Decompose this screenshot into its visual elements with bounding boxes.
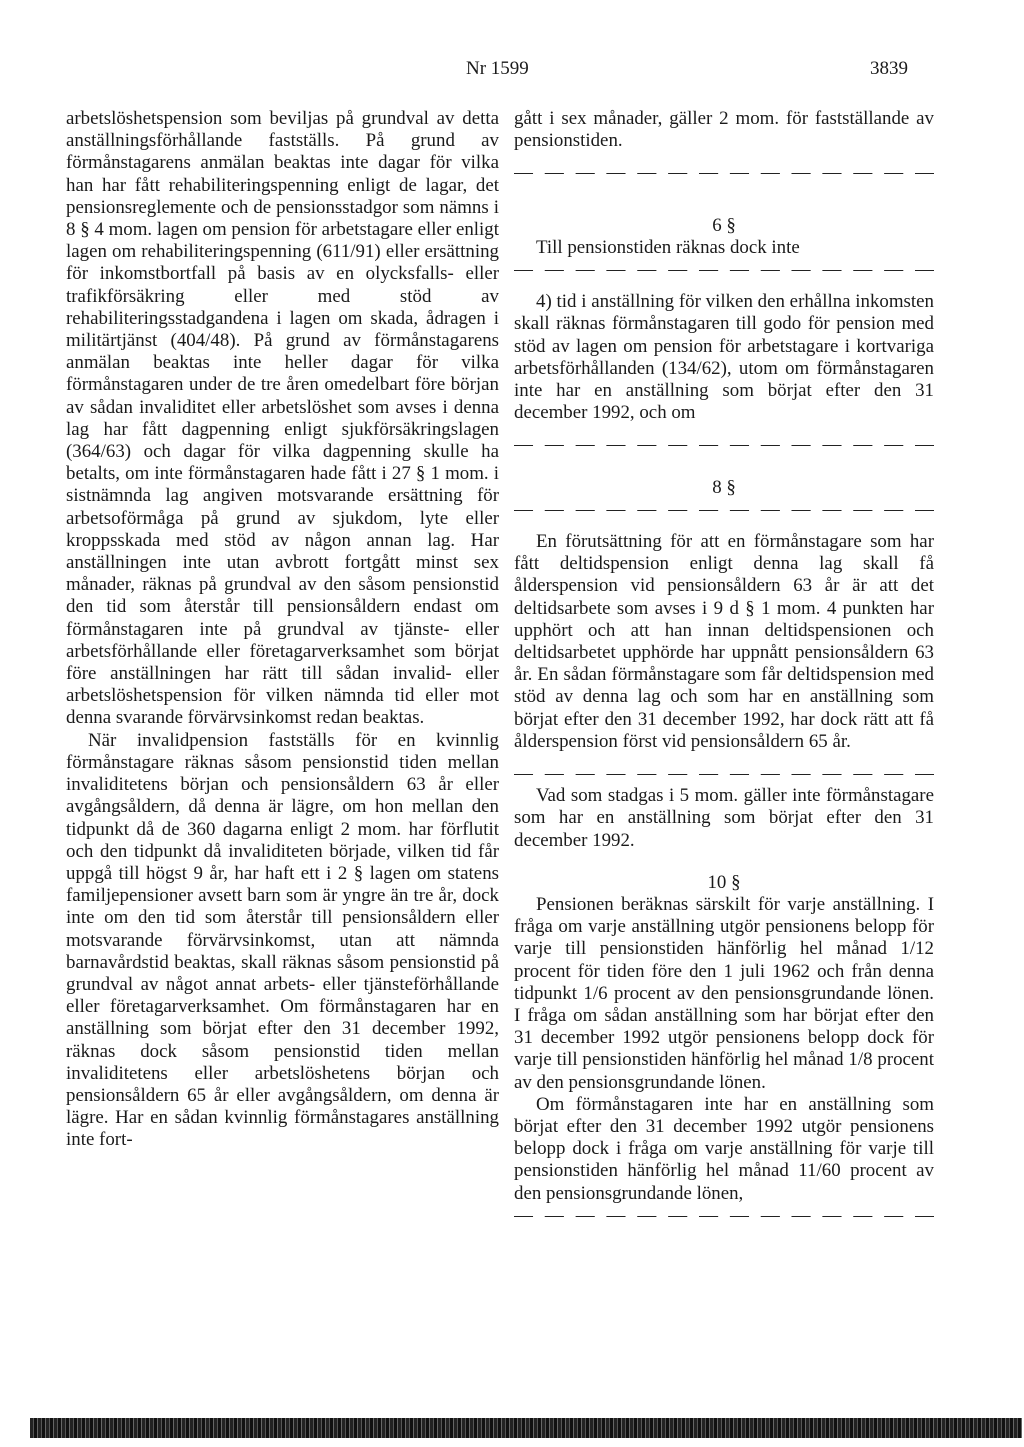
omission-dashes: — — — — — — — — — — — — — — <box>514 434 934 456</box>
omission-dashes: — — — — — — — — — — — — — — <box>514 259 934 280</box>
section-10-heading: 10 § <box>707 871 741 893</box>
section-10-paragraph-2: Om förmånstagaren inte har en anställning som börjat efter den 31 december 1992 utgör pensionens belopp dock i fråga om varje anställning för varje till pensionstiden hänförlig hel månad 11/60 procent av den pensionsgrundande lönen, <box>514 1093 934 1204</box>
paragraph-pension-basis: arbetslöshetspension som beviljas på grundval av detta anställningsförhållande fastställs. På grund av förmånstagarens anmälan beaktas inte dagar för vilka han har fått rehabiliteringspenning enligt de lagar, det pensionsreglemente och de pensionsstadgor som nämns i 8 § 4 mom. lagen om pension för arbetstagare eller enligt lagen om rehabiliteringspenning (611/91) eller ersättning för inkomstbortfall på basis av en olycksfalls- eller trafikförsäkring eller med stöd av rehabiliteringsstadgandena i lagen om skada, ådragen i militärtjänst (404/48). På grund av förmånstagarens anmälan beaktas inte heller dagar för vilka förmånstagaren under de tre åren omedelbart före början av sådan invaliditet eller arbetslöshet som avses i denna lag har fått dagpenning enligt sjukförsäkringslagen (364/63) och dagar för vilka dagpenning skulle ha betalts, om inte förmånstagaren hade fått i 27 § 1 mom. i sistnämnda lag angiven motsvarande ersättning för arbetsoförmåga på grund av sjukdom, lyte eller kroppsskada med stöd av någon annan lag. Har anställningen inte utan avbrott fortgått minst sex månader, räknas på grundval av den såsom pensionstid den tid som återstår till pensionsåldern endast om förmånstagaren inte på grundval av tjänste- eller arbetsförhållande eller företagarverksamhet som börjat före anställningen har rätt till sådan invalid- eller arbetslöshetspension för vilken nämnda tid eller mot denna svarande förvärvsinkomst redan beaktas. <box>66 108 499 729</box>
scan-edge-bar <box>30 1418 1022 1438</box>
section-8-paragraph-1: En förutsättning för att en förmånstagare som har fått deltidspension enligt denna lag skall få ålderspension vid pensionsåldern 63 år är att det deltidsarbete som avses i 9 d § 1 mom. 4 punkten har upphört och att han innan deltidspensionen och deltidsarbetet upphörde har uppnått pensionsåldern 63 år. En sådan förmånstagare som får deltidspension med stöd av denna lag och som har en anställning som börjat efter den 31 december 1992, har dock rätt att få ålderspension först vid pensionsåldern 65 år. <box>514 530 934 752</box>
right-column <box>514 108 934 1227</box>
section-10-paragraph-1: Pensionen beräknas särskilt för varje anställning. I fråga om varje anställning utgör pensionens belopp för varje till pensionstiden hänförlig hel månad 1/12 procent för tiden före den 1 juli 1962 och från denna tidpunkt 1/6 procent av den pensionsgrundande lönen. I fråga om sådan anställning som har börjat efter den 31 december 1992 utgör pensionens belopp dock för varje till pensionstiden hänförlig hel månad 1/8 procent av den pensionsgrundande lönen. <box>514 894 934 1093</box>
omission-dashes: — — — — — — — — — — — — — — <box>514 1204 934 1226</box>
omission-dashes: — — — — — — — — — — — — — — <box>514 763 934 785</box>
omission-dashes: — — — — — — — — — — — — — — <box>514 498 934 520</box>
left-column <box>66 108 499 1152</box>
page-number: 3839 <box>870 58 908 79</box>
document-number: Nr 1599 <box>466 58 529 79</box>
section-6-heading: 6 § <box>712 214 736 236</box>
section-8-paragraph-2: Vad som stadgas i 5 mom. gäller inte förmånstagare som har en anställning som börjat efter den 31 december 1992. <box>514 785 934 851</box>
section-6-item-4: 4) tid i anställning för vilken den erhållna inkomsten skall räknas förmånstagaren till godo för pension med stöd av lagen om pension för arbetstagare i kortvariga arbetsförhållanden (134/62), utom om förmånstagaren inte har en anställning som börjat efter den 31 december 1992, och om <box>514 291 934 424</box>
page-header <box>0 58 1024 82</box>
omission-dashes: — — — — — — — — — — — — — — <box>514 162 934 184</box>
section-6-intro: Till pensionstiden räknas dock inte <box>536 236 800 258</box>
paragraph-invalid-pension-women: När invalidpension fastställs för en kvinnlig förmånstagare räknas såsom pensionstid tiden mellan invaliditetens början och pensionsåldern 63 år eller avgångsåldern, då denna är lägre, om hon mellan den tidpunkt då de 360 dagarna enligt 2 mom. har förflutit och den tidpunkt då invaliditeten började, vilken tid får uppgå till högst 9 år, har haft ett i 2 § lagen om statens familjepensioner avsett barn som är yngre än tre år, dock inte om den tid som återstår till pensionsåldern eller motsvarande förvärvsinkomst, utan att nämnda barnavårdstid beaktas, skall räknas såsom pensionstid på grundval av något annat arbets- eller tjänsteförhållande eller företagarverksamhet. Om förmånstagaren har en anställning som börjat efter den 31 december 1992, räknas dock såsom pensionstid tiden mellan invaliditetens eller arbetslöshetens början och pensionsåldern 65 år eller avgångsåldern, om denna är lägre. Har en sådan kvinnlig förmånstagares anställning inte fort- <box>66 729 499 1151</box>
paragraph-continuation: gått i sex månader, gäller 2 mom. för fastställande av pensionstiden. <box>514 108 934 152</box>
section-8-heading: 8 § <box>712 476 736 498</box>
